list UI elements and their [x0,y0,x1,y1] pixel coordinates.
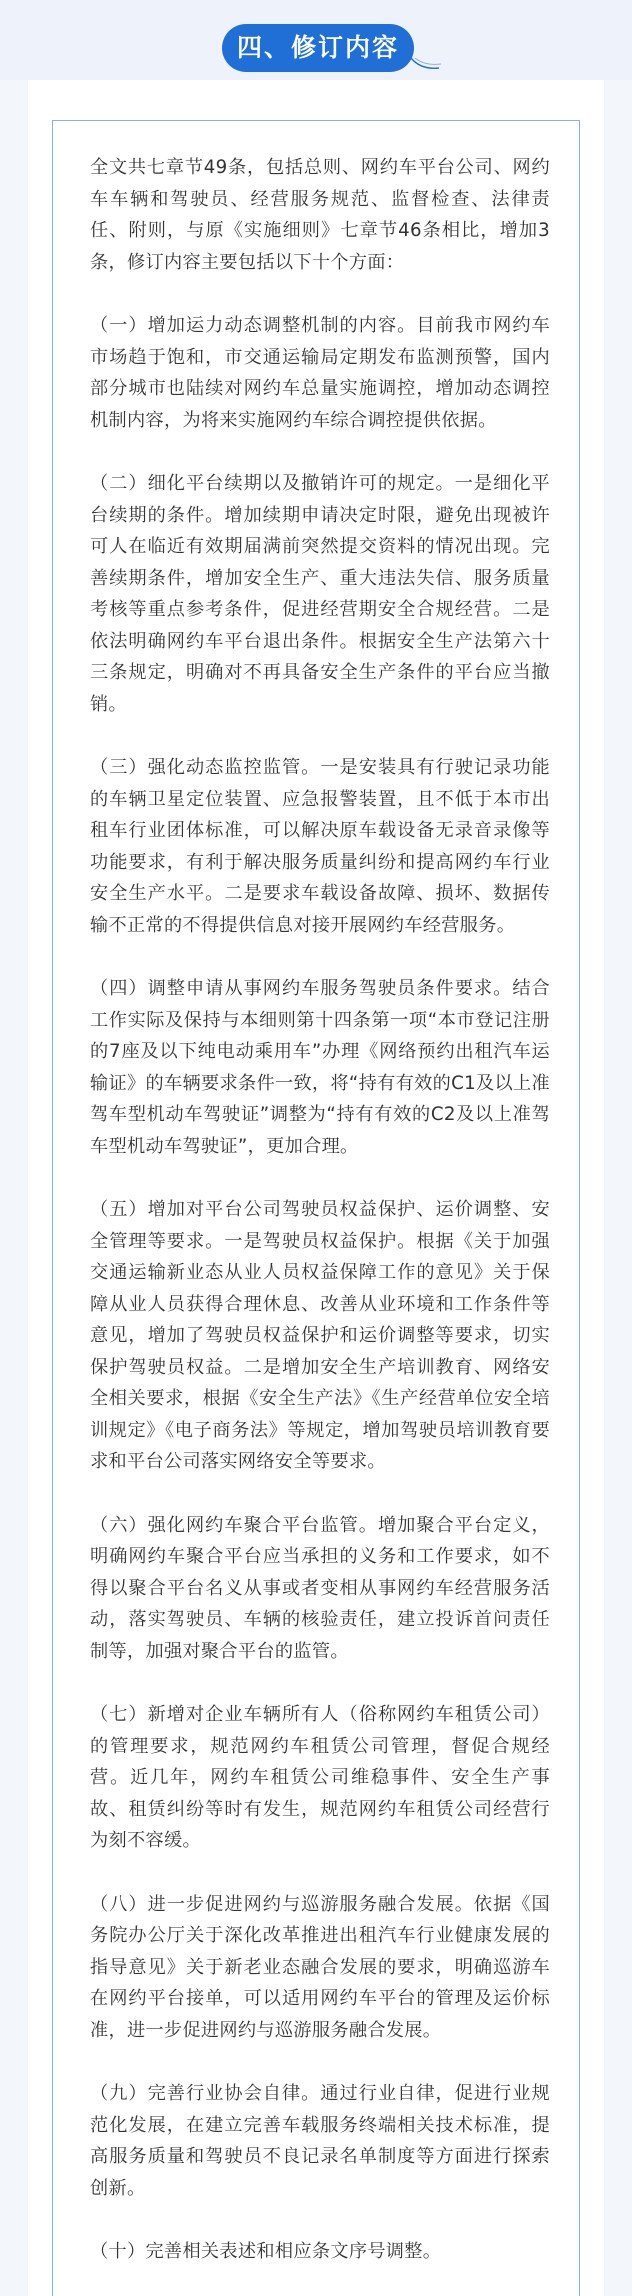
item-3-paragraph: （三）强化动态监控监管。一是安装具有行驶记录功能的车辆卫星定位装置、应急报警装置，且不低于本市出租车行业团体标准，可以解决原车载设备无录音录像等功能要求，有利于解决服务质量纠纷和提高网约车行业安全生产水平。二是要求车载设备故障、损坏、数据传输不正常的不得提供信息对接开展网约车经营服务。 [90,757,550,936]
item-10-paragraph: （十）完善相关表述和相应条文序号调整。 [90,2241,442,2262]
item-1-paragraph: （一）增加运力动态调整机制的内容。目前我市网约车市场趋于饱和，市交通运输局定期发布监测预警，国内部分城市也陆续对网约车总量实施调控，增加动态调控机制内容，为将来实施网约车综合调控提供依据。 [90,315,550,431]
revision-content [90,152,550,2268]
intro-paragraph: 全文共七章节49条，包括总则、网约车平台公司、网约车车辆和驾驶员、经营服务规范、监督检查、法律责任、附则，与原《实施细则》七章节46条相比，增加3条，修订内容主要包括以下十个方面： [90,157,550,273]
item-5-paragraph: （五）增加对平台公司驾驶员权益保护、运价调整、安全管理等要求。一是驾驶员权益保护。根据《关于加强交通运输新业态从业人员权益保障工作的意见》关于保障从业人员获得合理休息、改善从业环境和工作条件等意见，增加了驾驶员权益保护和运价调整等要求，切实保护驾驶员权益。二是增加安全生产培训教育、网络安全相关要求，根据《安全生产法》《生产经营单位安全培训规定》《电子商务法》等规定，增加驾驶员培训教育要求和平台公司落实网络安全等要求。 [90,1199,550,1472]
item-2-paragraph: （二）细化平台续期以及撤销许可的规定。一是细化平台续期的条件。增加续期申请决定时限，避免出现被许可人在临近有效期届满前突然提交资料的情况出现。完善续期条件，增加安全生产、重大违法失信、服务质量考核等重点参考条件，促进经营期安全合规经营。二是依法明确网约车平台退出条件。根据安全生产法第六十三条规定，明确对不再具备安全生产条件的平台应当撤销。 [90,473,550,715]
item-4-paragraph: （四）调整申请从事网约车服务驾驶员条件要求。结合工作实际及保持与本细则第十四条第一项“本市登记注册的7座及以下纯电动乘用车”办理《网络预约出租汽车运输证》的车辆要求条件一致，将“持有有效的C1及以上准驾车型机动车驾驶证”调整为“持有有效的C2及以上准驾车型机动车驾驶证”，更加合理。 [90,978,550,1157]
title-tail-decoration [409,56,443,74]
item-6-paragraph: （六）强化网约车聚合平台监管。增加聚合平台定义，明确网约车聚合平台应当承担的义务和工作要求，如不得以聚合平台名义从事或者变相从事网约车经营服务活动，落实驾驶员、车辆的核验责任，建立投诉首问责任制等，加强对聚合平台的监管。 [90,1514,550,1662]
item-8-paragraph: （八）进一步促进网约与巡游服务融合发展。依据《国务院办公厅关于深化改革推进出租汽车行业健康发展的指导意见》关于新老业态融合发展的要求，明确巡游车在网约平台接单，可以适用网约车平台的管理及运价标准，进一步促进网约与巡游服务融合发展。 [90,1893,550,2041]
item-7-paragraph: （七）新增对企业车辆所有人（俗称网约车租赁公司）的管理要求，规范网约车租赁公司管理，督促合规经营。近几年，网约车租赁公司维稳事件、安全生产事故、租赁纠纷等时有发生，规范网约车租赁公司经营行为刻不容缓。 [90,1704,550,1851]
section-title: 四、修订内容 [222,24,414,72]
item-9-paragraph: （九）完善行业协会自律。通过行业自律，促进行业规范化发展，在建立完善车载服务终端相关技术标准，提高服务质量和驾驶员不良记录名单制度等方面进行探索创新。 [90,2083,550,2199]
